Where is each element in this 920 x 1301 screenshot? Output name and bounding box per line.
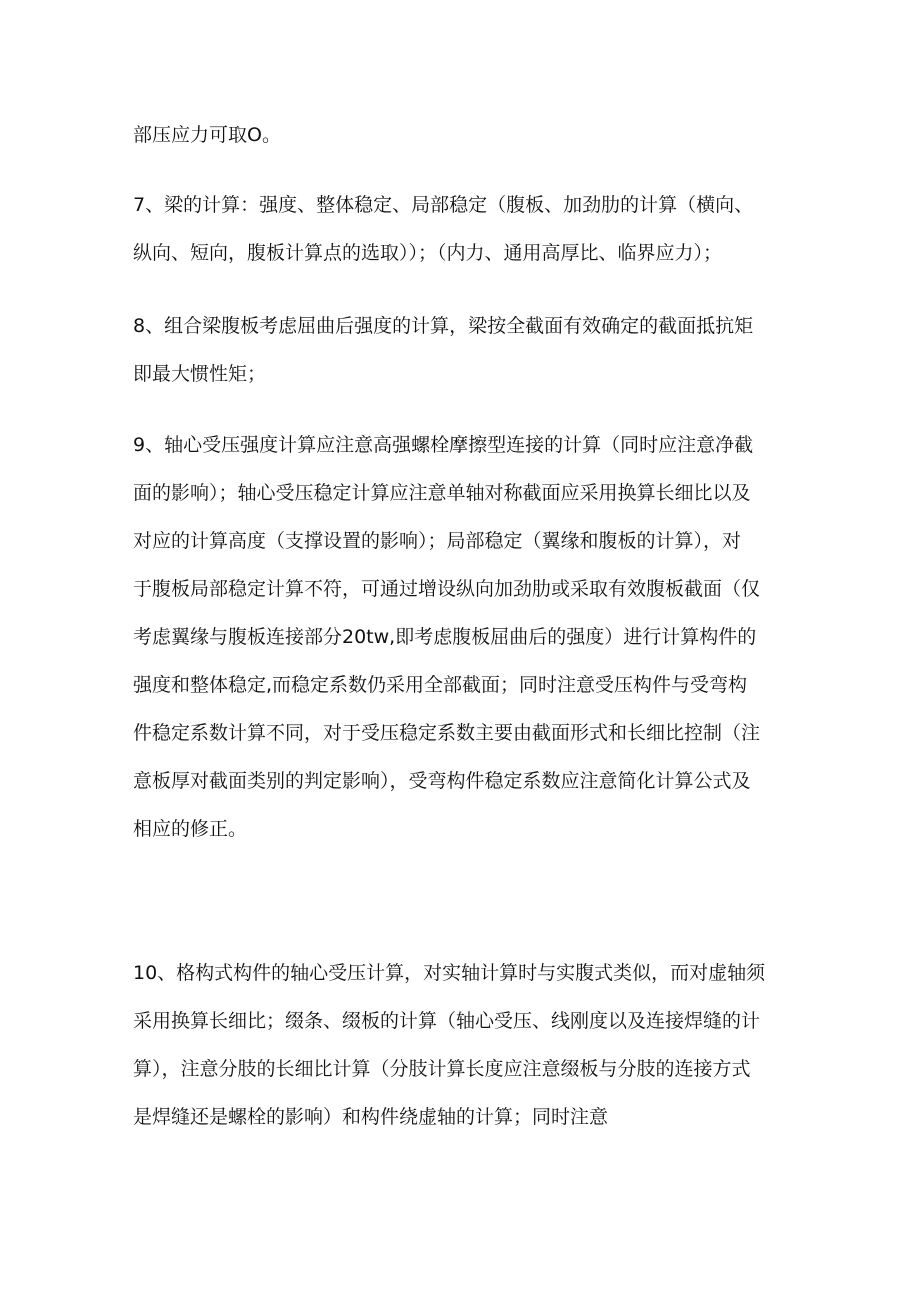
paragraph-10-line-3: 算），注意分肢的长细比计算（分肢计算长度应注意缀板与分肢的连接方式 (133, 1058, 751, 1080)
paragraph-9-line-8: 意板厚对截面类别的判定影响），受弯构件稳定系数应注意简化计算公式及 (133, 770, 751, 792)
paragraph-9-line-1: 9、轴心受压强度计算应注意高强螺栓摩擦型连接的计算（同时应注意净截 (133, 434, 754, 456)
paragraph-9-line-6: 强度和整体稳定,而稳定系数仍采用全部截面；同时注意受压构件与受弯构 (133, 674, 748, 696)
paragraph-10-line-2: 采用换算长细比；缀条、缀板的计算（轴心受压、线刚度以及连接焊缝的计 (133, 1010, 761, 1032)
paragraph-9-line-9: 相应的修正。 (133, 818, 248, 840)
paragraph-6-line-1: 部压应力可取O。 (133, 124, 281, 146)
paragraph-9-line-4: 于腹板局部稳定计算不符，可通过增设纵向加劲肋或采取有效腹板截面（仅 (133, 578, 761, 600)
paragraph-9-line-5: 考虑翼缘与腹板连接部分20tw,即考虑腹板屈曲后的强度）进行计算构件的 (133, 626, 757, 648)
paragraph-9-line-2: 面的影响）；轴心受压稳定计算应注意单轴对称截面应采用换算长细比以及 (133, 482, 751, 504)
paragraph-7-line-1: 7、梁的计算：强度、整体稳定、局部稳定（腹板、加劲肋的计算（横向、 (133, 194, 754, 216)
paragraph-8-line-1: 8、组合梁腹板考虑屈曲后强度的计算，梁按全截面有效确定的截面抵抗矩 (133, 315, 754, 337)
paragraph-9-line-3: 对应的计算高度（支撑设置的影响）；局部稳定（翼缘和腹板的计算），对 (133, 530, 742, 552)
paragraph-10-line-1: 10、格构式构件的轴心受压计算，对实轴计算时与实腹式类似，而对虚轴须 (133, 962, 766, 984)
paragraph-7-line-2: 纵向、短向，腹板计算点的选取））；（内力、通用高厚比、临界应力）； (133, 242, 723, 264)
paragraph-10-line-4: 是焊缝还是螺栓的影响）和构件绕虚轴的计算；同时注意 (133, 1106, 609, 1128)
paragraph-9-line-7: 件稳定系数计算不同，对于受压稳定系数主要由截面形式和长细比控制（注 (133, 722, 761, 744)
paragraph-8-line-2: 即最大惯性矩； (133, 363, 267, 385)
